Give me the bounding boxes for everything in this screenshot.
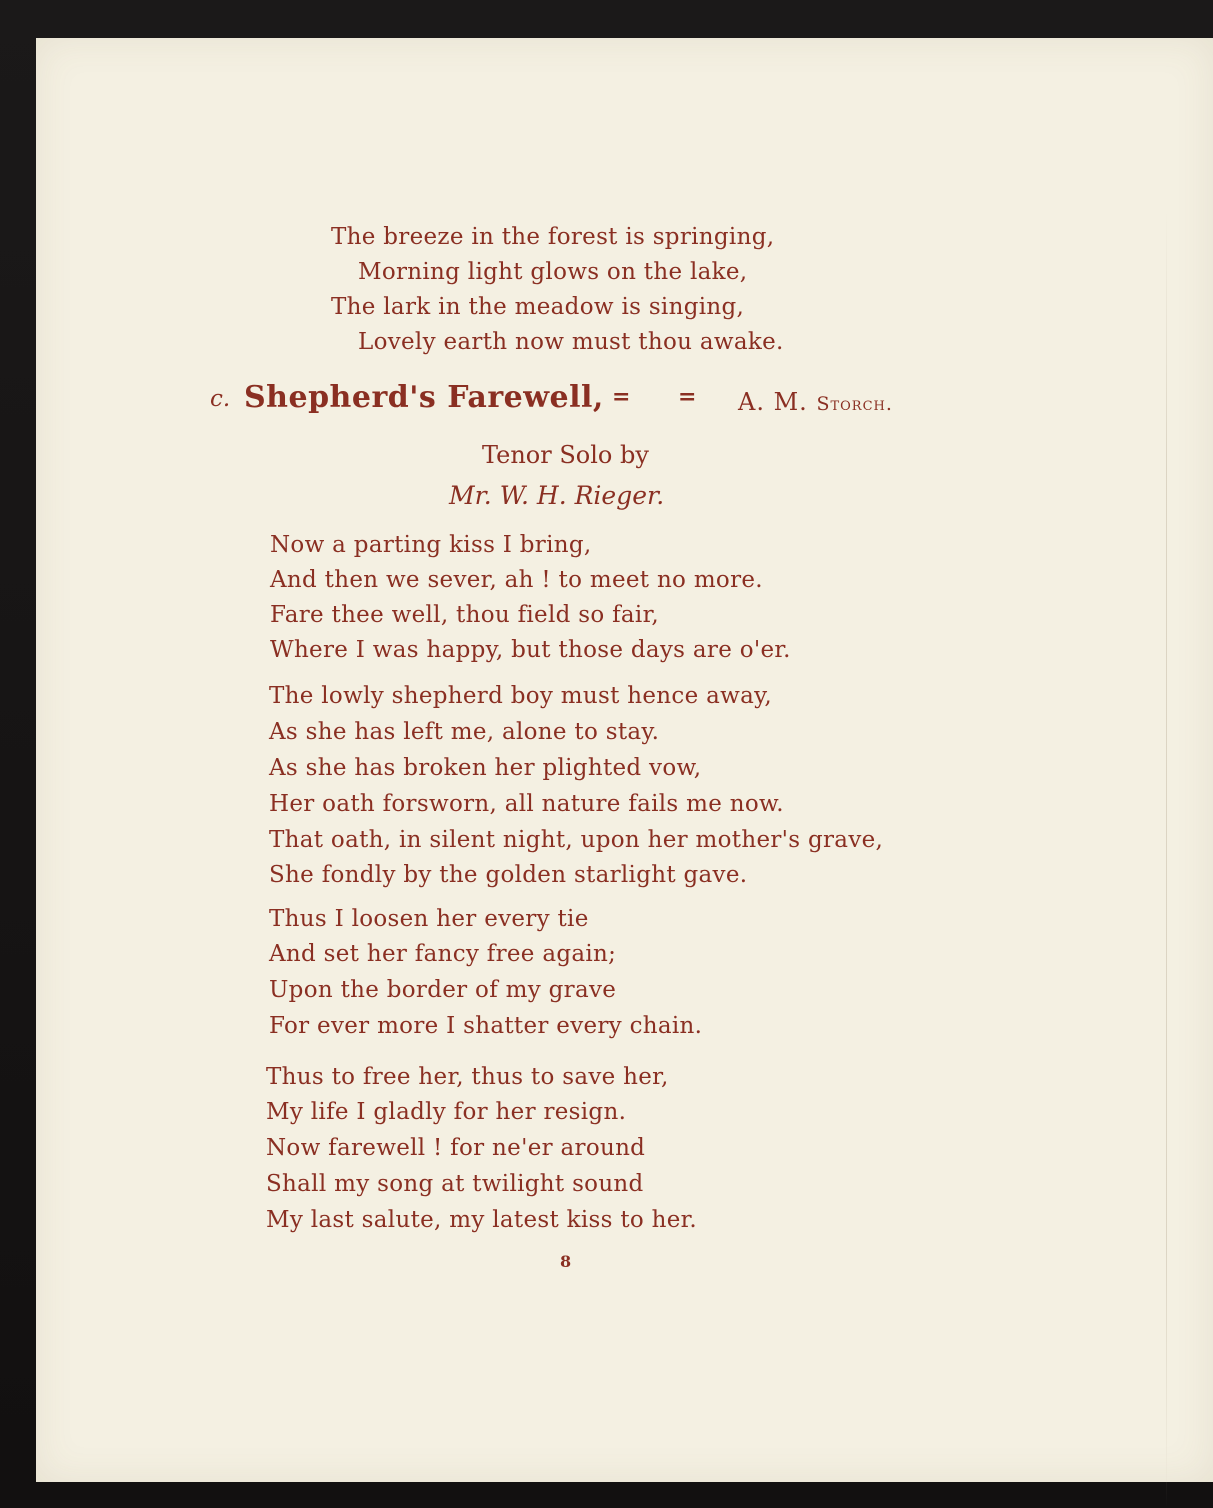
lyric-line: Upon the border of my grave [269,977,617,1003]
lyric-line: Fare thee well, thou field so fair, [270,602,659,628]
composer-initials: A. M. [738,388,808,416]
lyric-line: And then we sever, ah ! to meet no more. [270,567,763,593]
lyric-line: Where I was happy, but those days are o'er. [270,637,791,663]
lyric-line: As she has left me, alone to stay. [269,719,660,745]
facing-page-edge [1166,208,1167,1508]
lyric-line: The lowly shepherd boy must hence away, [269,683,772,709]
lyric-line: That oath, in silent night, upon her mother's grave, [269,827,884,853]
intro-line: Morning light glows on the lake, [358,259,748,285]
lyric-line: She fondly by the golden starlight gave. [269,862,748,888]
lyric-line: Now farewell ! for ne'er around [266,1135,646,1161]
page-number: 8 [560,1252,572,1271]
lyric-line: For ever more I shatter every chain. [269,1013,703,1039]
performer-name: Mr. W. H. Rieger. [449,481,665,510]
solo-label: Tenor Solo by [482,441,649,469]
lyric-line: Her oath forsworn, all nature fails me now. [269,791,784,817]
title-separator: = [612,384,631,410]
item-letter: c. [210,386,231,412]
intro-line: The breeze in the forest is springing, [331,224,775,250]
lyric-line: Now a parting kiss I bring, [270,532,592,558]
song-title: Shepherd's Farewell, [244,380,604,415]
composer-name [738,388,893,416]
lyric-line: Thus I loosen her every tie [269,906,589,932]
intro-line: The lark in the meadow is singing, [331,294,745,320]
title-separator: = [678,384,697,410]
composer-surname: Storch. [816,393,893,415]
intro-line: Lovely earth now must thou awake. [358,329,784,355]
lyric-line: My life I gladly for her resign. [266,1099,627,1125]
lyric-line: And set her fancy free again; [269,941,617,967]
lyric-line: As she has broken her plighted vow, [269,755,702,781]
lyric-line: Shall my song at twilight sound [266,1171,644,1197]
lyric-line: Thus to free her, thus to save her, [266,1064,669,1090]
lyric-line: My last salute, my latest kiss to her. [266,1207,698,1233]
